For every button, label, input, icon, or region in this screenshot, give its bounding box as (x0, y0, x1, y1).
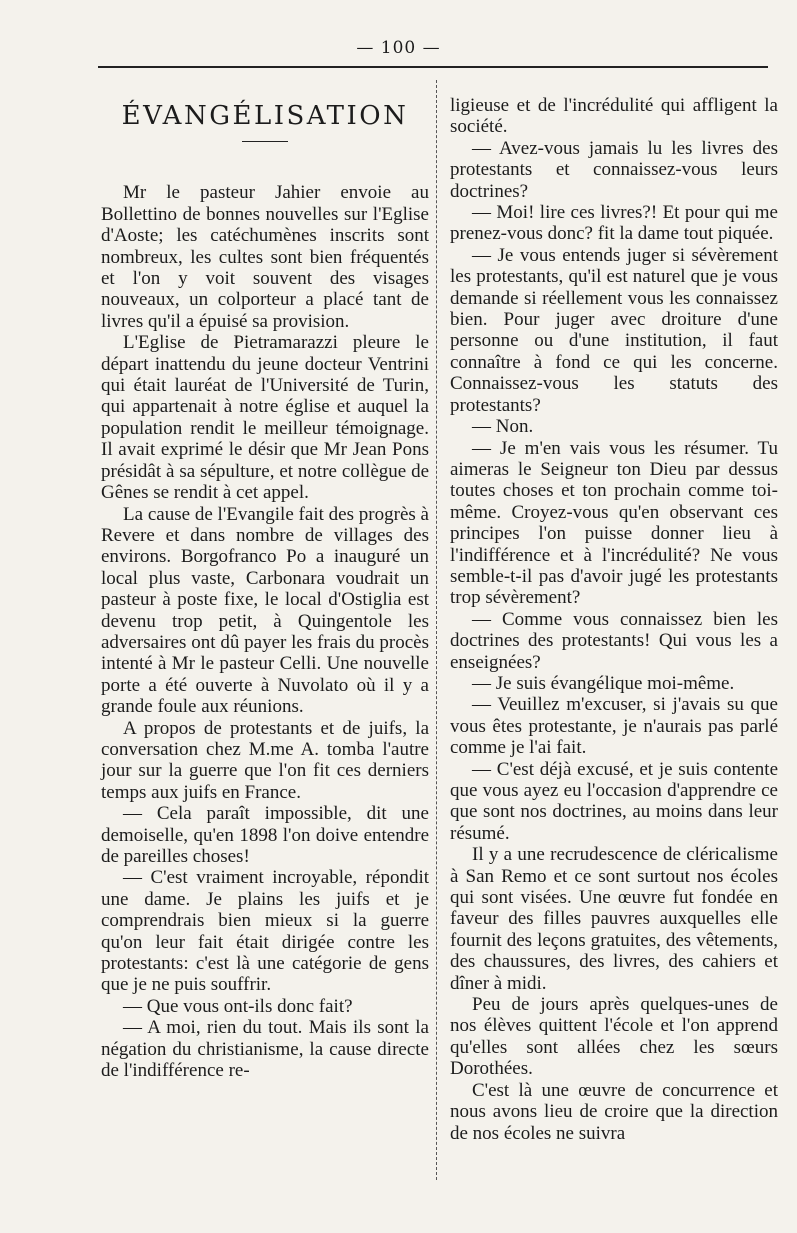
paragraph: — Que vous ont-ils donc fait? (123, 995, 353, 1017)
paragraph: La cause de l'Evangile fait des progrès à Revere et dans nombre de villages des environs. Borgofranco Po a inauguré un local plus vaste, Carbonara voudrait un pasteur à poste fixe, le local d'Ostiglia est devenu trop petit, à Quingentole les adversaires ont dû payer les frais du procès intenté à Mr le pasteur Celli. Une nouvelle porte a été ouverte à Nuvolato où il y a grande foule aux réunions. (101, 503, 429, 718)
paragraph: — Veuillez m'excuser, si j'avais su que vous êtes protestante, je n'aurais pas parlé comme je l'ai fait. (450, 694, 778, 759)
paragraph: — Moi! lire ces livres?! Et pour qui me prenez-vous donc? fit la dame tout piquée. (450, 202, 778, 245)
paragraph: L'Eglise de Pietramarazzi pleure le départ inattendu du jeune docteur Ventrini qui était lauréat de l'Université de Turin, qui appartenait à notre église et auquel la population rendit le meilleur témoignage. Il avait exprimé le désir que Mr Jean Pons présidât à sa sépulture, et notre collègue de Gênes se rendit à cet appel. (101, 332, 429, 504)
paragraph: C'est là une œuvre de concurrence et nous avons lieu de croire que la direction de nos écoles ne suivra (450, 1079, 778, 1144)
paragraph: Peu de jours après quelques-unes de nos élèves quittent l'école et l'on apprend qu'elles sont allées chez les sœurs Dorothées. (450, 994, 778, 1080)
paragraph: — Je suis évangélique moi-même. (472, 672, 735, 694)
right-column (450, 95, 778, 1144)
paragraph: — A moi, rien du tout. Mais ils sont la négation du christianisme, la cause directe de l'indifférence re- (101, 1017, 429, 1082)
paragraph: — C'est vraiment incroyable, répondit une dame. Je plains les juifs et je comprendrais bien mieux si la guerre qu'on leur fait était dirigée contre les protestants: c'est là une catégorie de gens que je ne puis souffrir. (101, 867, 429, 996)
header-rule (98, 66, 768, 68)
paragraph: — Avez-vous jamais lu les livres des protestants et connaissez-vous leurs doctrines? (450, 137, 778, 202)
paragraph: ligieuse et de l'incrédulité qui affligent la société. (450, 95, 778, 138)
column-divider (436, 80, 437, 1180)
title-rule (242, 141, 288, 142)
page-number: — 100 — (356, 38, 441, 58)
paragraph: — Je m'en vais vous les résumer. Tu aimeras le Seigneur ton Dieu par dessus toutes choses et ton prochain comme toi-même. Croyez-vous qu'en observant ces principes l'on puisse donner lieu à l'indifférence et à l'incrédulité? Ne vous semble-t-il pas d'avoir jugé les protestants trop sévèrement? (450, 437, 778, 609)
paragraph: — Non. (472, 416, 534, 438)
paragraph: — Cela paraît impossible, dit une demoiselle, qu'en 1898 l'on doive entendre de pareilles choses! (101, 803, 429, 867)
paragraph: Mr le pasteur Jahier envoie au Bollettino de bonnes nouvelles sur l'Eglise d'Aoste; les catéchumènes inscrits sont nombreux, les cultes sont bien fréquentés et l'on y voit souvent des visages nouveaux, un colporteur a placé tant de livres qu'il a épuisé sa provision. (101, 182, 429, 332)
paragraph: A propos de protestants et de juifs, la conversation chez M.me A. tomba l'autre jour sur la guerre que l'on fit ces derniers temps aux juifs en France. (101, 717, 429, 803)
paragraph: Il y a une recrudescence de cléricalisme à San Remo et ce sont surtout nos écoles qui sont visées. Une œuvre fut fondée en faveur des filles pauvres auxquelles elle fournit des leçons gratuites, des vêtements, des chaussures, des livres, des cahiers et dîner à midi. (450, 844, 778, 994)
paragraph: — Comme vous connaissez bien les doctrines des protestants! Qui vous les a enseignées? (450, 608, 778, 673)
article-title: ÉVANGÉLISATION (121, 101, 409, 131)
paragraph: — C'est déjà excusé, et je suis contente que vous ayez eu l'occasion d'apprendre ce que sont nos doctrines, au moins dans leur résumé. (450, 758, 778, 844)
left-column (101, 92, 429, 1081)
paragraph: — Je vous entends juger si sévèrement les protestants, qu'il est naturel que je vous demande si réellement vous les connaissez bien. Pour juger avec droiture d'une personne ou d'une institution, il faut connaître à fond ce qui les concerne. Connaissez-vous les statuts des protestants? (450, 244, 778, 416)
